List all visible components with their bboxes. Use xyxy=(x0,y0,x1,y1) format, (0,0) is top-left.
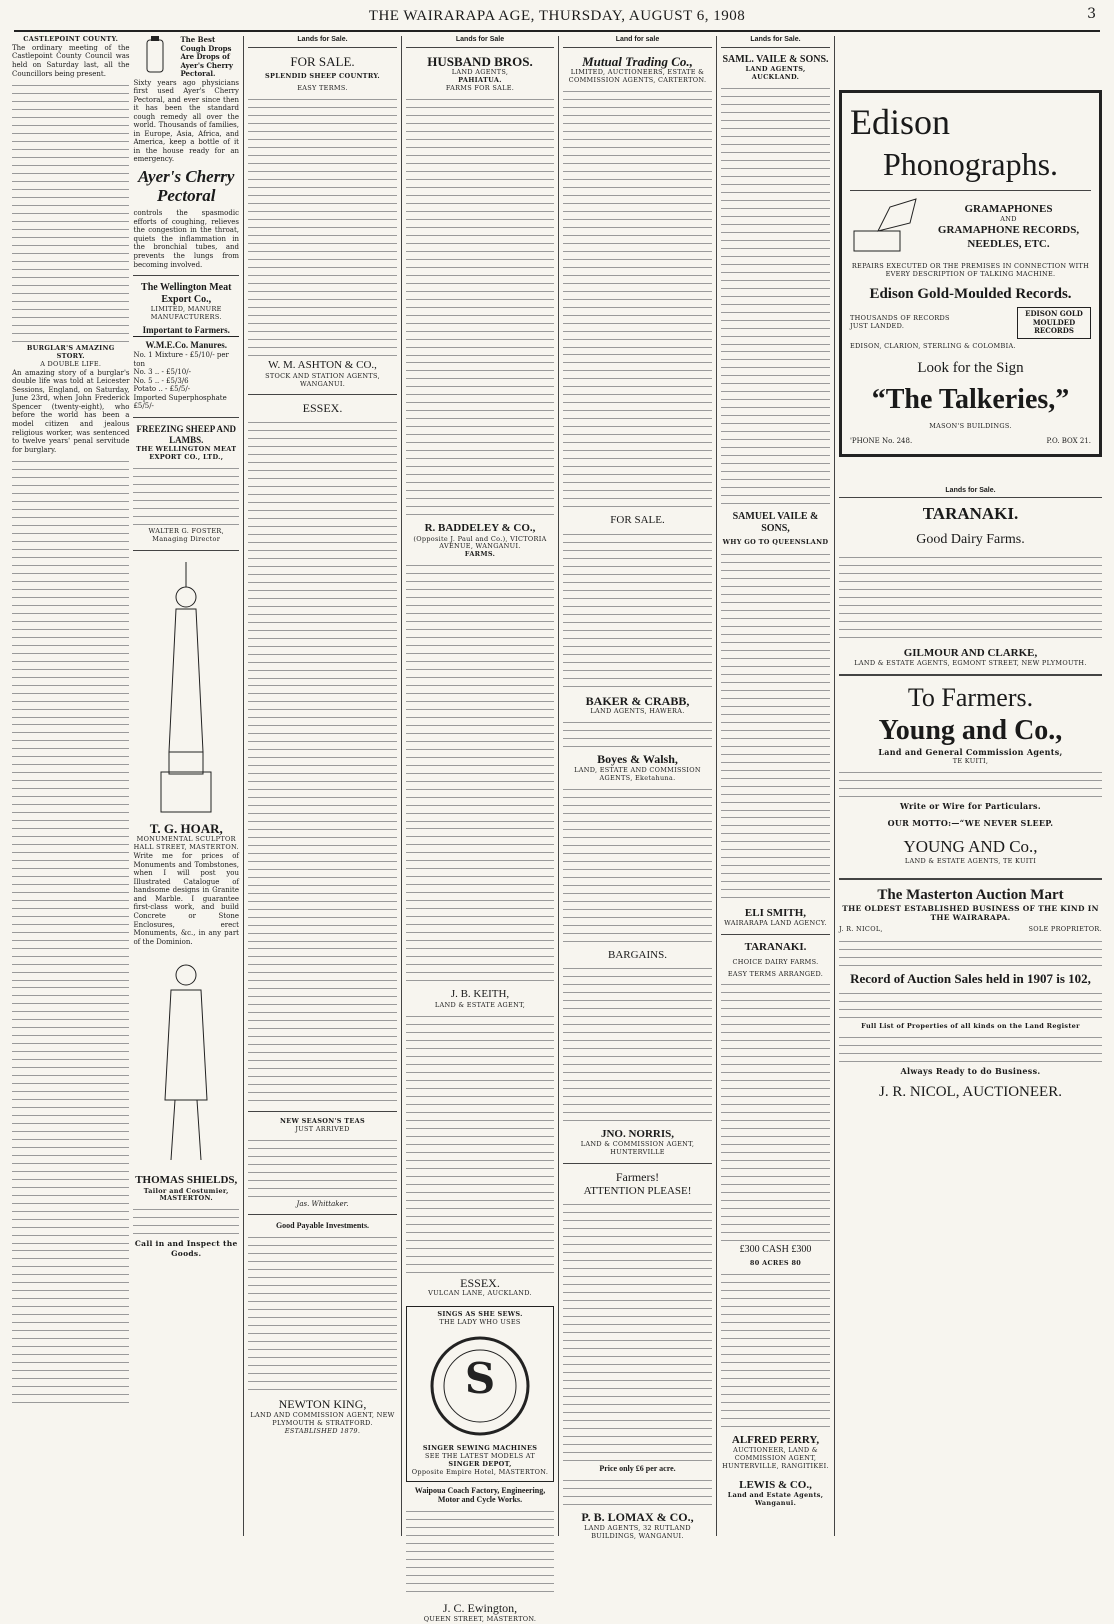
ayer-logo: Ayer's Cherry Pectoral xyxy=(137,166,235,205)
column-3 xyxy=(402,36,559,1623)
agent-address: QUEEN STREET, MASTERTON. xyxy=(423,1614,537,1623)
column-2 xyxy=(244,36,402,1536)
article-text: An amazing story of a burglar's double life was told at Leicester Sessions, England, on Saturday, June 23rd, when John Frederick Spencer (twenty-eight), who before the world has been a model citizen and jealous religious worker, was sentenced to twelve years' penal servitude for burglary. xyxy=(12,368,130,454)
price-list xyxy=(133,351,239,411)
agent-name: P. B. LOMAX & CO., xyxy=(581,1510,694,1525)
ad-heading: GRAMAPHONES xyxy=(964,202,1053,215)
phone-number: 'PHONE No. 248. xyxy=(850,436,913,445)
ad-subheading: Land and General Commission Agents, xyxy=(878,747,1063,758)
price-item: Imported Superphosphate £5/5/- xyxy=(133,393,227,411)
listing-text-block xyxy=(721,348,830,508)
ad-heading: Record of Auction Sales held in 1907 is 102, xyxy=(850,971,1091,987)
ad-heading: ESSEX. xyxy=(460,1275,500,1290)
article-text-block xyxy=(12,984,129,1244)
agent-address: STOCK AND STATION AGENTS, WANGANUI. xyxy=(265,371,380,388)
ad-heading: The Masterton Auction Mart xyxy=(877,886,1064,903)
ad-subheading: JUST ARRIVED xyxy=(295,1125,350,1134)
article-subheading: A DOUBLE LIFE. xyxy=(40,359,102,368)
listing-text-block xyxy=(248,1234,397,1394)
agent-name: SAMUEL VAILE & SONS, xyxy=(732,510,819,534)
agent-address: LAND, ESTATE AND COMMISSION AGENTS, Eketahuna. xyxy=(574,765,701,782)
article-text-block xyxy=(12,721,129,981)
price-item: No. 3 .. - £5/10/- xyxy=(133,368,191,377)
listing-text-block xyxy=(721,551,830,811)
listing-text-block xyxy=(563,1477,712,1507)
ad-heading: Important to Farmers. xyxy=(133,325,239,337)
ad-subheading: TE KUITI, xyxy=(952,756,989,765)
agent-name: J. C. Ewington, xyxy=(442,1601,518,1616)
ad-subheading: FARMS. xyxy=(464,550,496,559)
ad-signature: WALTER G. FOSTER, Managing Director xyxy=(148,526,224,543)
ad-heading: Phonographs. xyxy=(882,145,1059,182)
column-4 xyxy=(559,36,717,1540)
ad-subheading: LIMITED, AUCTIONEERS, ESTATE & COMMISSION AGENTS, CARTERTON. xyxy=(568,68,707,85)
article-text-block xyxy=(12,458,129,718)
page-number: 3 xyxy=(1087,6,1096,22)
listing-text-block xyxy=(563,786,712,946)
ad-text: EDISON, CLARION, STERLING & COLOMBIA. xyxy=(850,341,1016,350)
bottle-illustration xyxy=(133,36,177,76)
listing-text-block xyxy=(563,531,712,691)
ad-text: THOUSANDS OF RECORDS JUST LANDED. xyxy=(850,313,950,330)
ad-heading: BARGAINS. xyxy=(608,948,667,961)
agent-name: BAKER & CRABB, xyxy=(585,693,690,708)
ad-subheading: SPLENDID SHEEP COUNTRY. xyxy=(265,72,380,81)
column-5 xyxy=(717,36,835,1536)
shop-name: “The Talkeries,” xyxy=(871,383,1070,415)
monument-statue-illustration xyxy=(141,557,231,817)
article-text-block xyxy=(12,1247,129,1407)
listing-text-block xyxy=(248,96,397,356)
agent-name: YOUNG AND Co., xyxy=(903,837,1038,857)
ad-text: Always Ready to do Business. xyxy=(900,1066,1041,1077)
column-1 xyxy=(8,36,244,1536)
ad-heading: FOR SALE. xyxy=(610,514,665,527)
tailor-figure-illustration xyxy=(141,950,231,1170)
agent-name: W. M. ASHTON & CO., xyxy=(268,359,377,372)
ad-text: OUR MOTTO:—“WE NEVER SLEEP. xyxy=(887,818,1054,829)
ad-heading: TARANAKI. xyxy=(744,941,807,954)
ad-heading: The Wellington Meat Export Co., xyxy=(141,282,232,306)
ad-subheading: EASY TERMS. xyxy=(297,84,348,93)
singer-logo-text: SINGER SEWING MACHINES xyxy=(422,1444,538,1453)
ad-footer: Call in and Inspect the Goods. xyxy=(134,1239,238,1258)
ad-heading: The Best Cough Drops Are Drops of Ayer's Cherry Pectoral. xyxy=(180,35,233,79)
ad-text: AND xyxy=(1000,215,1017,224)
ad-subheading: LAND AGENTS, AUCKLAND. xyxy=(745,64,806,81)
listing-text-block xyxy=(248,419,397,679)
ad-signature: J. R. NICOL, AUCTIONEER. xyxy=(879,1083,1062,1100)
price-line: £300 CASH £300 xyxy=(739,1244,812,1256)
ad-subheading: THE LADY WHO USES xyxy=(439,1318,521,1327)
ad-subheading: FARMS FOR SALE. xyxy=(445,84,515,93)
ad-heading: Good Dairy Farms. xyxy=(916,531,1025,547)
ad-heading: Farmers! xyxy=(615,1170,660,1185)
ad-heading: WHY GO TO QUEENSLAND xyxy=(722,537,829,546)
agent-name: ELI SMITH, xyxy=(744,906,807,919)
ad-heading: Mutual Trading Co., xyxy=(582,53,693,69)
ad-heading: Edison xyxy=(850,102,951,142)
article-text: The ordinary meeting of the Castlepoint County Council was held on Saturday last, all the Councillors being present. xyxy=(12,43,130,78)
listing-text-block xyxy=(839,554,1102,644)
singer-logo-icon xyxy=(425,1331,535,1441)
ad-heading: Good Payable Investments. xyxy=(275,1221,370,1231)
record-label: EDISON GOLD MOULDED RECORDS xyxy=(1017,307,1091,339)
proprietor-title: SOLE PROPRIETOR. xyxy=(1028,925,1102,934)
ad-subheading: CHOICE DAIRY FARMS. xyxy=(732,957,819,966)
singer-ad xyxy=(406,1306,554,1482)
agent-address: LAND & ESTATE AGENT, xyxy=(434,1000,526,1009)
section-header: Land for sale xyxy=(563,36,712,48)
ad-text: SEE THE LATEST MODELS AT xyxy=(424,1451,536,1460)
agent-address: LAND & COMMISSION AGENT, HUNTERVILLE xyxy=(580,1140,695,1157)
ad-address: Opposite Empire Hotel, MASTERTON. xyxy=(411,1467,549,1476)
listing-text-block xyxy=(248,945,397,1105)
ad-text: Write or Wire for Particulars. xyxy=(900,800,1041,811)
listing-text-block xyxy=(721,85,830,345)
ad-heading: ATTENTION PLEASE! xyxy=(583,1184,692,1197)
ad-subheading: Tailor and Costumier, MASTERTON. xyxy=(143,1186,229,1203)
svg-text:S: S xyxy=(464,1354,496,1404)
ad-heading: SINGS AS SHE SEWS. xyxy=(437,1310,523,1319)
ad-heading: THOMAS SHIELDS, xyxy=(135,1174,238,1187)
ad-subheading: LIMITED, MANURE MANUFACTURERS. xyxy=(150,305,222,322)
ad-heading: FREEZING SHEEP AND LAMBS. xyxy=(136,423,236,445)
agent-name: GILMOUR AND CLARKE, xyxy=(903,646,1038,659)
ad-subheading: MONUMENTAL SCULPTOR xyxy=(136,835,236,844)
agent-name: LEWIS & CO., xyxy=(739,1478,812,1491)
ad-text-block xyxy=(839,938,1102,968)
ad-text-block xyxy=(133,465,239,525)
listing-text-block xyxy=(563,965,712,1125)
agent-name: ALFRED PERRY, xyxy=(731,1433,820,1446)
listing-text-block xyxy=(248,682,397,942)
ad-heading: GRAMAPHONE RECORDS, xyxy=(937,224,1080,237)
ad-text: REPAIRS EXECUTED OR THE PREMISES IN CONNECTION WITH EVERY DESCRIPTION OF TALKING MACHINE. xyxy=(851,261,1090,278)
ad-text-block xyxy=(839,990,1102,1020)
ad-heading: Edison Gold-Moulded Records. xyxy=(869,285,1072,302)
ad-heading: SAML. VAILE & SONS. xyxy=(722,53,829,65)
agent-address: LAND & ESTATE AGENTS, TE KUITI xyxy=(904,856,1037,865)
agent-name: Boyes & Walsh, xyxy=(597,752,678,767)
ad-heading: SINGER DEPOT, xyxy=(448,1459,512,1468)
po-box: P.O. BOX 21. xyxy=(1046,436,1091,445)
agent-address: LAND AGENTS, HAWERA. xyxy=(590,707,685,716)
proprietor-name: J. R. NICOL, xyxy=(839,925,883,934)
agent-address: (Opposite J. Paul and Co.), VICTORIA AVENUE, WANGANUI. xyxy=(413,534,547,551)
ad-heading: HUSBAND BROS. xyxy=(427,53,533,69)
agent-established: ESTABLISHED 1879. xyxy=(284,1426,361,1435)
ad-text-block xyxy=(248,1137,397,1197)
agent-address: LAND & ESTATE AGENTS, EGMONT STREET, NEW PLYMOUTH. xyxy=(854,659,1087,668)
listing-text-block xyxy=(406,96,554,356)
ad-subheading: VULCAN LANE, AUCKLAND. xyxy=(428,1289,532,1298)
price-line: Price only £6 per acre. xyxy=(599,1464,676,1474)
listing-text-block xyxy=(563,88,712,348)
masthead xyxy=(14,2,1100,32)
agent-address: AUCTIONEER, LAND & COMMISSION AGENT, HUNTERVILLE, RANGITIKEI. xyxy=(722,1445,829,1470)
section-header: Lands for Sale xyxy=(406,36,554,48)
ad-text-block xyxy=(839,769,1102,799)
ad-text: Write me for prices of Monuments and Tombstones, when I will post you Illustrated Catalogue of handsome designs in Granite and Marble. I guarantee first-class work, and build Concrete or Stone Enclosures, erect Monuments, &c., in any part of the Dominion. xyxy=(133,852,239,946)
ad-heading: To Farmers. xyxy=(907,683,1034,713)
ad-text-block xyxy=(133,1206,239,1236)
listing-text-block xyxy=(406,825,554,985)
agent-address: Land and Estate Agents, Wanganui. xyxy=(727,1491,824,1508)
ad-heading: Look for the Sign xyxy=(917,359,1024,376)
brand-name: W.M.E.Co. Manures. xyxy=(145,340,227,351)
agent-address: LAND AND COMMISSION AGENT, NEW PLYMOUTH & STRATFORD. xyxy=(250,1410,395,1427)
edison-ad xyxy=(839,90,1102,457)
ad-text-block xyxy=(406,1508,554,1598)
ad-subheading: THE OLDEST ESTABLISHED BUSINESS OF THE KIND IN THE WAIRARAPA. xyxy=(842,904,1099,923)
ad-signature: Jas. Whittaker. xyxy=(296,1199,349,1208)
ad-subheading: LAND AGENTS, xyxy=(451,68,509,77)
agent-address: WAIRARAPA LAND AGENCY. xyxy=(724,919,827,928)
listing-text-block xyxy=(406,359,554,519)
ad-heading: FOR SALE. xyxy=(290,53,355,69)
ad-heading: Young and Co., xyxy=(878,714,1063,746)
price-item: No. 5 .. - £5/3/6 xyxy=(133,376,189,385)
ad-text: Sixty years ago physicians first used Ayer's Cherry Pectoral, and ever since then it has been the standard cough remedy all over the world. Thousands of families, in Europe, Asia, Africa, and America, keep a bottle of it in the house ready for an emergency. xyxy=(133,78,239,164)
ad-heading: NEEDLES, ETC. xyxy=(967,237,1050,250)
listing-text-block xyxy=(563,719,712,749)
listing-text-block xyxy=(721,1271,830,1431)
gramophone-icon xyxy=(850,197,920,257)
agent-name: R. BADDELEY & CO., xyxy=(424,522,536,535)
listing-text-block xyxy=(406,1013,554,1273)
price-item: No. 1 Mixture - £5/10/- per ton xyxy=(133,351,229,368)
ad-heading: NEW SEASON'S TEAS xyxy=(279,1117,366,1126)
ad-heading: ESSEX. xyxy=(302,401,343,416)
ad-heading: TARANAKI. xyxy=(922,504,1019,524)
article-heading: CASTLEPOINT COUNTY. xyxy=(23,35,119,43)
section-header: Lands for Sale. xyxy=(248,36,397,48)
agent-name: JNO. NORRIS, xyxy=(600,1128,675,1141)
ad-heading: Waipoua Coach Factory, Engineering, Motor and Cycle Works. xyxy=(414,1485,546,1505)
listing-text-block xyxy=(563,351,712,511)
newspaper-title: THE WAIRARAPA AGE, THURSDAY, AUGUST 6, 1908 xyxy=(368,8,746,24)
agent-name: NEWTON KING, xyxy=(278,1397,367,1412)
listing-text-block xyxy=(721,814,830,904)
listing-text-block xyxy=(563,1201,712,1461)
listing-text-block xyxy=(721,981,830,1241)
ad-subheading: THE WELLINGTON MEAT EXPORT CO., LTD., xyxy=(136,444,237,461)
ad-subheading: PAHIATUA. xyxy=(458,76,502,85)
section-header: Lands for Sale. xyxy=(839,487,1102,499)
ad-text-block xyxy=(839,1034,1102,1064)
agent-address: LAND AGENTS, 32 RUTLAND BUILDINGS, WANGANUI. xyxy=(584,1523,691,1540)
section-header: Lands for Sale. xyxy=(721,36,830,48)
ad-text: controls the spasmodic efforts of coughing, relieves the congestion in the throat, quiets the inflammation in the bronchial tubes, and prevents the lungs from becoming involved. xyxy=(133,209,239,269)
ad-subheading: EASY TERMS ARRANGED. xyxy=(727,969,824,978)
listing-text-block xyxy=(406,562,554,822)
ad-subheading: 80 ACRES 80 xyxy=(749,1258,802,1267)
agent-name: J. B. KEITH, xyxy=(450,988,510,1001)
ad-address: HALL STREET, MASTERTON. xyxy=(133,843,239,852)
ad-heading: T. G. HOAR, xyxy=(149,820,223,836)
column-6 xyxy=(835,36,1106,1536)
price-item: Potato .. - £5/5/- xyxy=(133,385,191,394)
article-text-block xyxy=(12,82,129,342)
ad-text: Full List of Properties of all kinds on the Land Register xyxy=(861,1022,1080,1031)
ad-address: MASON'S BUILDINGS. xyxy=(929,422,1012,431)
article-heading: BURGLAR'S AMAZING STORY. xyxy=(26,344,115,360)
